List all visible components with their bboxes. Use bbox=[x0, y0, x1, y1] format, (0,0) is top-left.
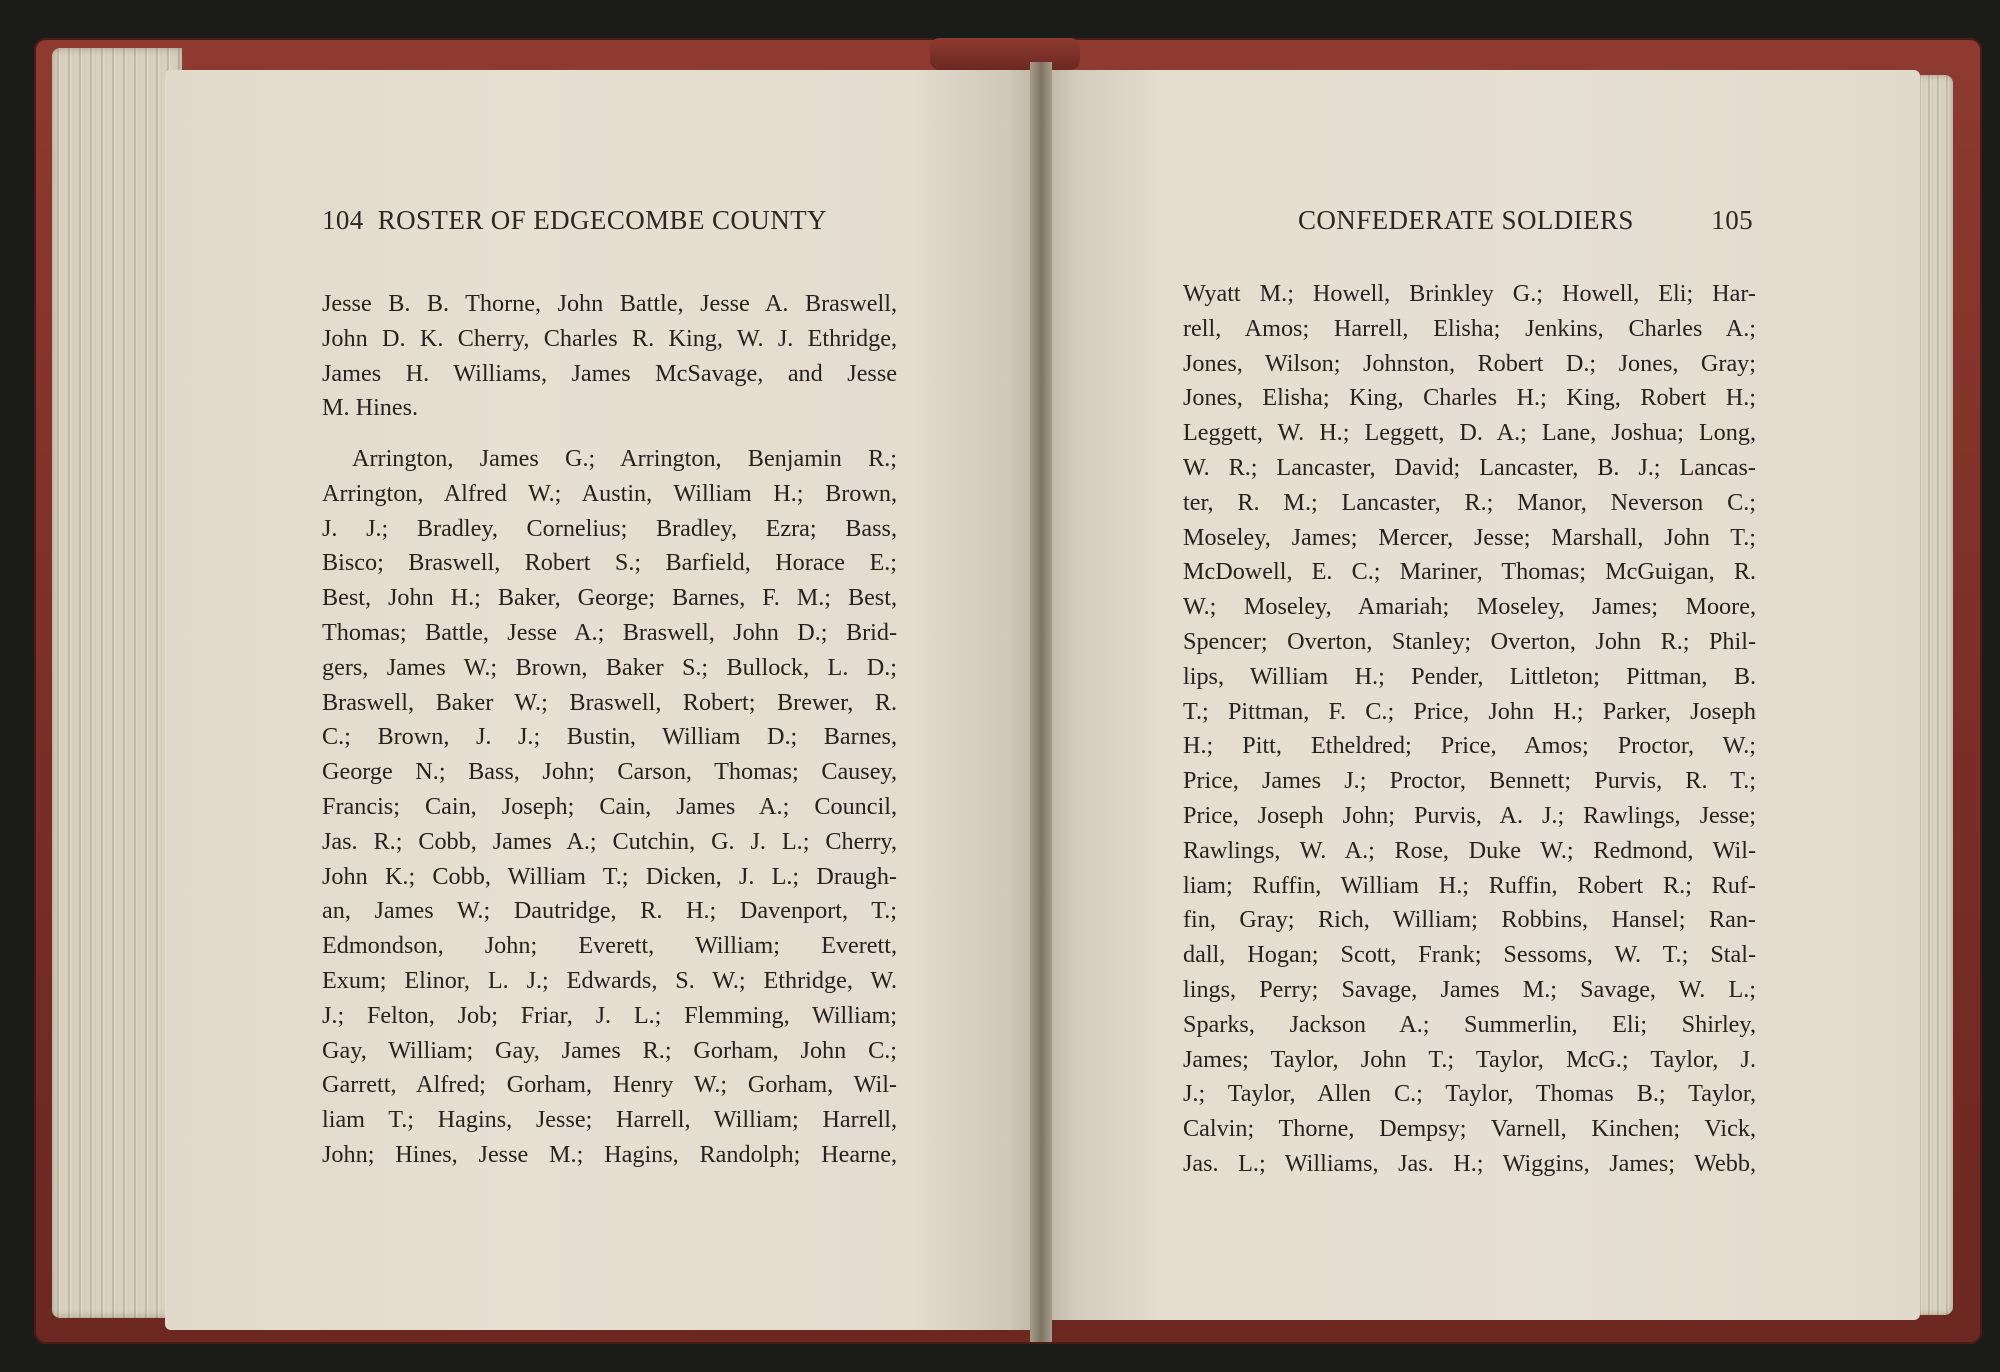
text-line: J.; Felton, Job; Friar, J. L.; Flemming, William; bbox=[322, 1001, 897, 1029]
text-line: Bisco; Braswell, Robert S.; Barfield, Horace E.; bbox=[322, 549, 897, 577]
text-line: Spencer; Overton, Stanley; Overton, John R.; Phil- bbox=[1183, 627, 1756, 655]
text-line: rell, Amos; Harrell, Elisha; Jenkins, Charles A.; bbox=[1183, 314, 1756, 342]
book-gutter bbox=[1030, 62, 1052, 1342]
text-line: Leggett, W. H.; Leggett, D. A.; Lane, Joshua; Long, bbox=[1183, 419, 1756, 447]
text-line: James H. Williams, James McSavage, and Jesse bbox=[322, 359, 897, 387]
text-line: liam; Ruffin, William H.; Ruffin, Robert R.; Ruf- bbox=[1183, 871, 1756, 899]
roster-paragraph-right bbox=[1183, 277, 1756, 1182]
text-line: W. R.; Lancaster, David; Lancaster, B. J.; Lancas- bbox=[1183, 453, 1756, 481]
text-line: Rawlings, W. A.; Rose, Duke W.; Redmond, Wil- bbox=[1183, 836, 1756, 864]
intro-paragraph bbox=[322, 287, 897, 426]
text-line: John; Hines, Jesse M.; Hagins, Randolph; Hearne, bbox=[322, 1140, 897, 1168]
right-running-head bbox=[1298, 205, 1753, 245]
text-line: W.; Moseley, Amariah; Moseley, James; Moore, bbox=[1183, 593, 1756, 621]
text-line: Exum; Elinor, L. J.; Edwards, S. W.; Ethridge, W. bbox=[322, 966, 897, 994]
text-line: McDowell, E. C.; Mariner, Thomas; McGuigan, R. bbox=[1183, 558, 1756, 586]
text-line: Best, John H.; Baker, George; Barnes, F. M.; Best, bbox=[322, 584, 897, 612]
right-page-number: 105 bbox=[1711, 205, 1753, 235]
text-line: dall, Hogan; Scott, Frank; Sessoms, W. T.; Stal- bbox=[1183, 941, 1756, 969]
text-line: Braswell, Baker W.; Braswell, Robert; Brewer, R. bbox=[322, 688, 897, 716]
text-line: Arrington, Alfred W.; Austin, William H.; Brown, bbox=[322, 479, 897, 507]
left-page-number: 104 bbox=[322, 205, 364, 235]
text-line: fin, Gray; Rich, William; Robbins, Hansel; Ran- bbox=[1183, 906, 1756, 934]
text-line: liam T.; Hagins, Jesse; Harrell, William; Harrell, bbox=[322, 1106, 897, 1134]
text-line: Jas. R.; Cobb, James A.; Cutchin, G. J. L.; Cherry, bbox=[322, 827, 897, 855]
text-line: T.; Pittman, F. C.; Price, John H.; Parker, Joseph bbox=[1183, 697, 1756, 725]
text-line: Edmondson, John; Everett, William; Everett, bbox=[322, 932, 897, 960]
text-line: lips, William H.; Pender, Littleton; Pittman, B. bbox=[1183, 662, 1756, 690]
text-line: Jones, Wilson; Johnston, Robert D.; Jones, Gray; bbox=[1183, 349, 1756, 377]
left-running-title: ROSTER OF EDGECOMBE COUNTY bbox=[377, 205, 827, 235]
text-line: Moseley, James; Mercer, Jesse; Marshall, John T.; bbox=[1183, 523, 1756, 551]
text-line: Sparks, Jackson A.; Summerlin, Eli; Shirley, bbox=[1183, 1010, 1756, 1038]
text-line: Garrett, Alfred; Gorham, Henry W.; Gorham, Wil- bbox=[322, 1071, 897, 1099]
text-line: ter, R. M.; Lancaster, R.; Manor, Neverson C.; bbox=[1183, 488, 1756, 516]
text-line: Arrington, James G.; Arrington, Benjamin R.; bbox=[352, 445, 897, 472]
text-line: lings, Perry; Savage, James M.; Savage, W. L.; bbox=[1183, 975, 1756, 1003]
text-line: John K.; Cobb, William T.; Dicken, J. L.; Draugh- bbox=[322, 862, 897, 890]
text-line: Jas. L.; Williams, Jas. H.; Wiggins, James; Webb, bbox=[1183, 1149, 1756, 1177]
left-page-body bbox=[322, 0, 897, 1372]
text-line: J.; Taylor, Allen C.; Taylor, Thomas B.; Taylor, bbox=[1183, 1080, 1756, 1108]
text-line: M. Hines. bbox=[322, 394, 419, 422]
text-line: Calvin; Thorne, Dempsy; Varnell, Kinchen; Vick, bbox=[1183, 1115, 1756, 1143]
text-line: Price, James J.; Proctor, Bennett; Purvis, R. T.; bbox=[1183, 767, 1756, 795]
left-page-edges bbox=[52, 48, 182, 1318]
book-spine bbox=[930, 38, 1080, 70]
roster-paragraph-left bbox=[322, 442, 897, 1173]
text-line: J. J.; Bradley, Cornelius; Bradley, Ezra; Bass, bbox=[322, 514, 897, 542]
right-page-edges bbox=[1915, 75, 1953, 1315]
text-line: Wyatt M.; Howell, Brinkley G.; Howell, Eli; Har- bbox=[1183, 280, 1756, 307]
text-line: an, James W.; Dautridge, R. H.; Davenport, T.; bbox=[322, 897, 897, 925]
text-line: Jesse B. B. Thorne, John Battle, Jesse A. Braswell, bbox=[322, 290, 897, 317]
text-line: Jones, Elisha; King, Charles H.; King, Robert H.; bbox=[1183, 384, 1756, 412]
text-line: Francis; Cain, Joseph; Cain, James A.; Council, bbox=[322, 792, 897, 820]
text-line: gers, James W.; Brown, Baker S.; Bullock, L. D.; bbox=[322, 653, 897, 681]
text-line: Price, Joseph John; Purvis, A. J.; Rawlings, Jesse; bbox=[1183, 801, 1756, 829]
text-line: John D. K. Cherry, Charles R. King, W. J. Ethridge, bbox=[322, 324, 897, 352]
text-line: Thomas; Battle, Jesse A.; Braswell, John D.; Brid- bbox=[322, 618, 897, 646]
text-line: James; Taylor, John T.; Taylor, McG.; Taylor, J. bbox=[1183, 1045, 1756, 1073]
text-line: H.; Pitt, Etheldred; Price, Amos; Proctor, W.; bbox=[1183, 732, 1756, 760]
right-running-title: CONFEDERATE SOLDIERS bbox=[1298, 205, 1634, 235]
text-line: C.; Brown, J. J.; Bustin, William D.; Barnes, bbox=[322, 723, 897, 751]
text-line: Gay, William; Gay, James R.; Gorham, John C.; bbox=[322, 1036, 897, 1064]
text-line: George N.; Bass, John; Carson, Thomas; Causey, bbox=[322, 758, 897, 786]
